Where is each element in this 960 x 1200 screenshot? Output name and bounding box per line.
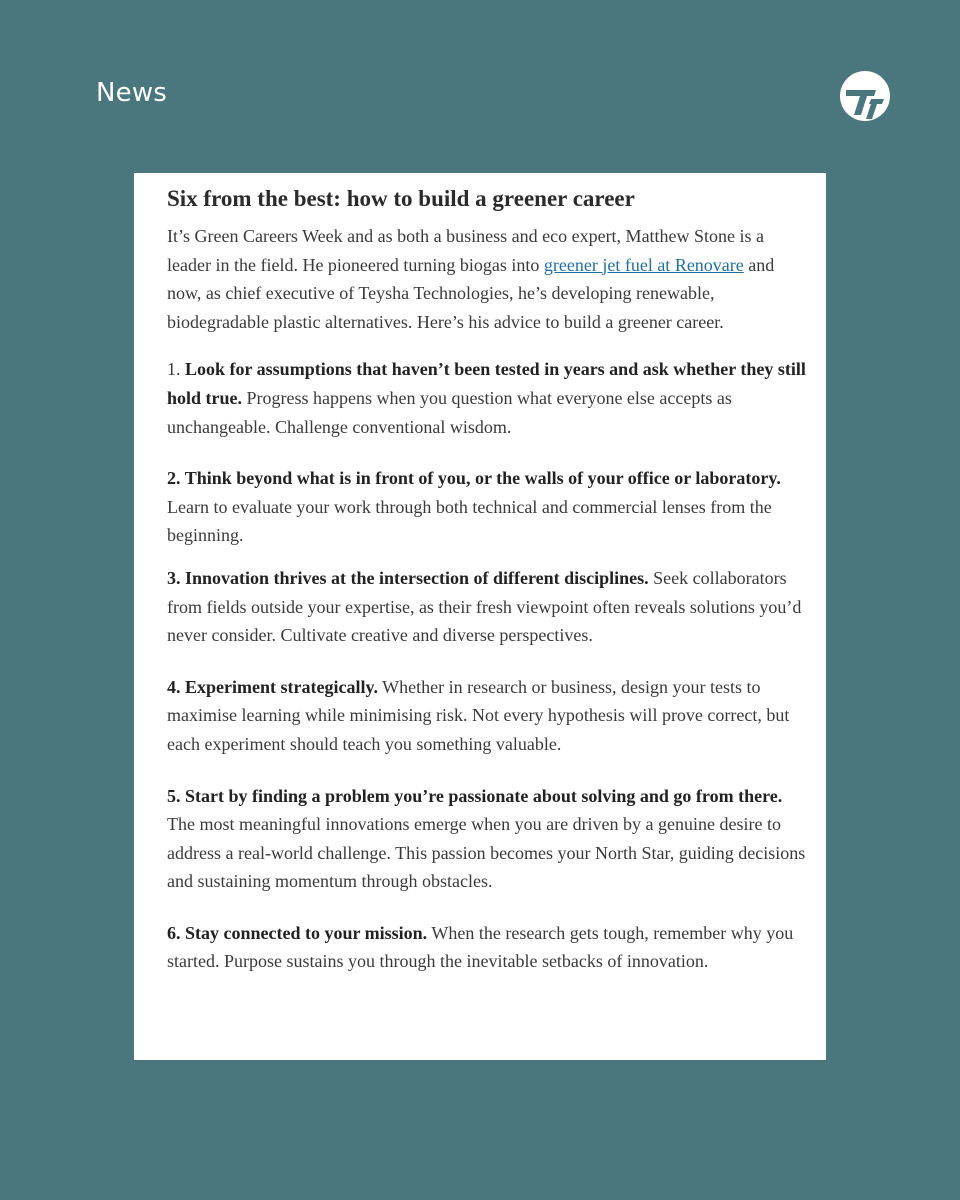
section-label: News — [96, 78, 168, 108]
tip-number: 6. — [167, 922, 181, 943]
tip-number: 3. — [167, 567, 181, 588]
article-card — [134, 173, 826, 1060]
tip-heading: Innovation thrives at the intersection of different disciplines. — [185, 567, 649, 588]
tip-heading: Start by finding a problem you’re passionate about solving and go from there. — [185, 785, 783, 806]
renovare-link[interactable]: greener jet fuel at Renovare — [543, 254, 744, 275]
tip-body: Seek collaborators from fields outside your expertise, as their fresh viewpoint often reveals solutions you’d never consider. Cultivate creative and diverse perspectives. — [167, 567, 802, 646]
tip-heading: Look for assumptions that haven’t been tested in years and ask whether they still hold true. — [167, 359, 806, 408]
publisher-logo-icon[interactable] — [840, 71, 890, 121]
tip-body: Whether in research or business, design your tests to maximise learning while minimising risk. Not every hypothesis will prove correct, but each experiment should teach you something valuable. — [167, 676, 790, 754]
tip-body: When the research gets tough, remember why you started. Purpose sustains you through the inevitable setbacks of innovation. — [167, 922, 794, 972]
tip-1 — [167, 355, 808, 441]
intro-text-continued: and now, as chief executive of Teysha Technologies, he’s developing renewable, biodegradable plastic alternatives. Here’s his advice to build a greener career. — [167, 254, 775, 332]
tip-3 — [167, 564, 808, 650]
tip-body: Progress happens when you question what everyone else accepts as unchangeable. Challenge conventional wisdom. — [167, 387, 732, 437]
intro-text: It’s Green Careers Week and as both a business and eco expert, Matthew Stone is a leader in the field. He pioneered turning biogas into — [167, 226, 765, 275]
tip-heading: Stay connected to your mission. — [185, 922, 428, 943]
tip-body: The most meaningful innovations emerge when you are driven by a genuine desire to address a real-world challenge. This passion becomes your North Star, guiding decisions and sustaining momentum through obstacles. — [167, 814, 806, 892]
tip-5 — [167, 782, 808, 896]
tip-4 — [167, 673, 808, 759]
article-title: Six from the best: how to build a greener career — [167, 186, 635, 211]
tip-body: Learn to evaluate your work through both technical and commercial lenses from the beginning. — [167, 496, 772, 546]
article-intro — [167, 222, 808, 336]
tip-2 — [167, 464, 808, 550]
tip-number: 4. — [167, 676, 181, 697]
tip-number: 1. — [167, 359, 181, 380]
tip-6 — [167, 919, 808, 976]
tip-heading: Think beyond what is in front of you, or the walls of your office or laboratory. — [184, 468, 781, 489]
tip-heading: Experiment strategically. — [185, 676, 378, 697]
tip-number: 2. — [167, 468, 181, 489]
tip-number: 5. — [167, 785, 181, 806]
